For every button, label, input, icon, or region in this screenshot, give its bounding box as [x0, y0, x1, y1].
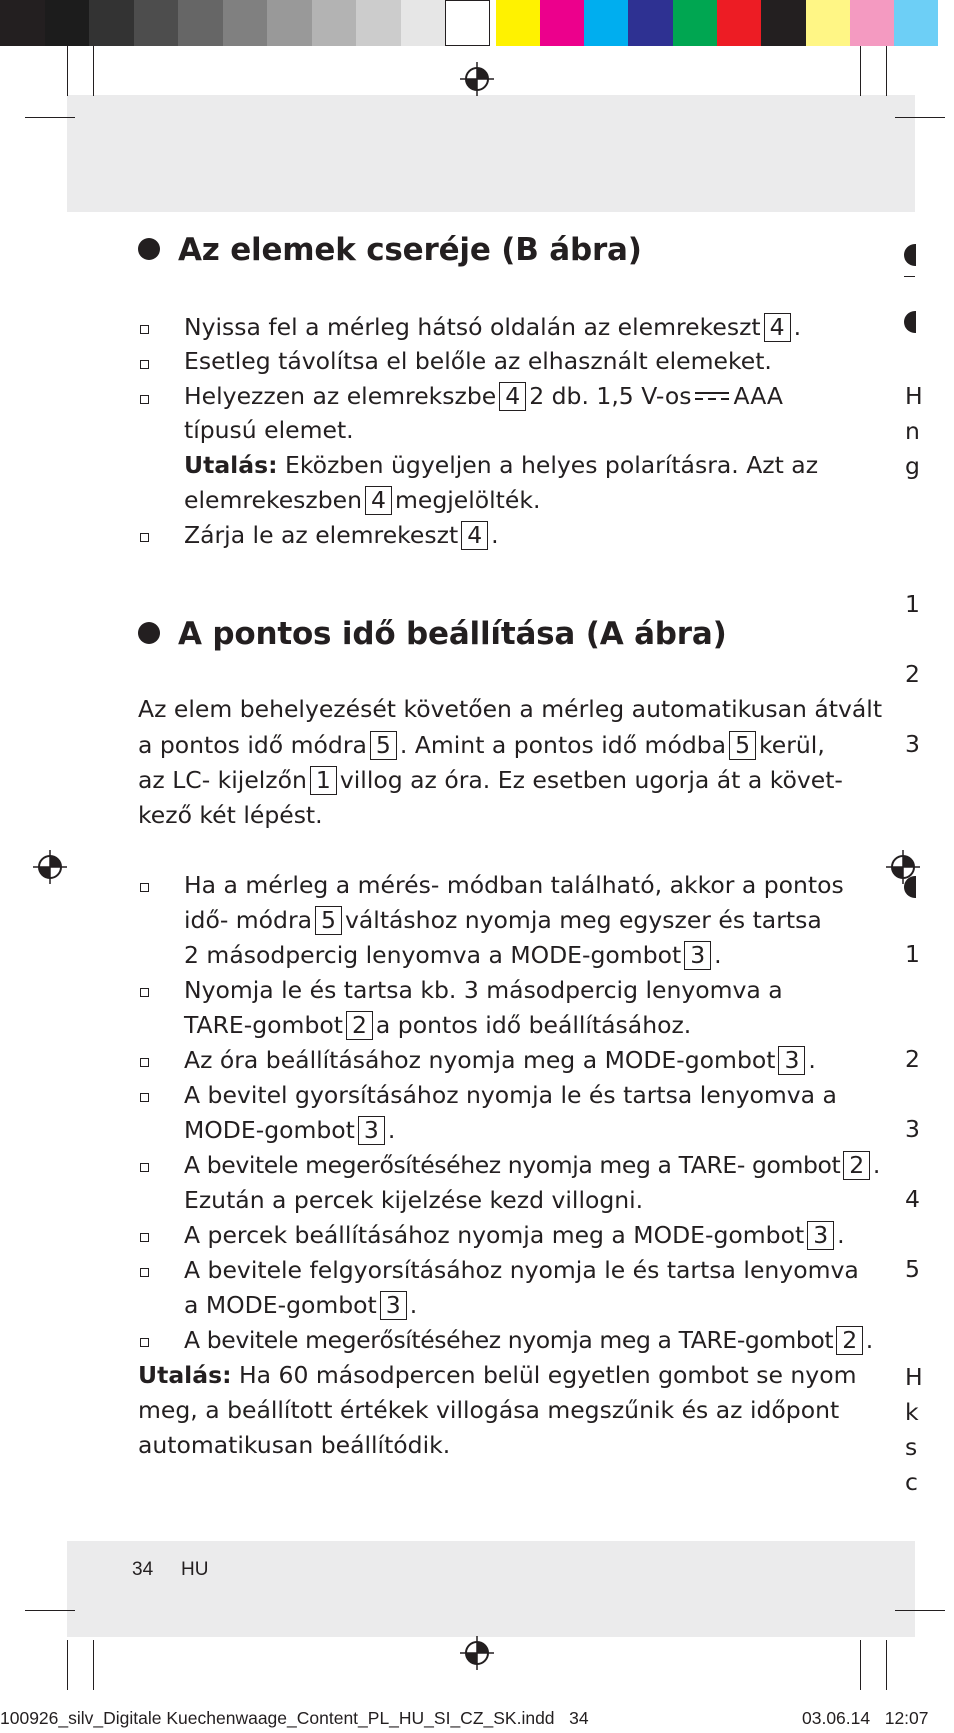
paragraph-line: az LC- kijelzőn 1 villog az óra. Ez esetben ugorja át a követ-	[138, 766, 843, 794]
ref-box: 4	[764, 313, 791, 342]
list-item: Ha a mérleg a mérés- módban található, akkor a pontos	[184, 871, 844, 899]
color-swatch	[45, 0, 90, 46]
ref-box: 5	[370, 731, 397, 760]
checkbox-bullet-icon	[140, 360, 149, 369]
bullet-dot-icon	[138, 238, 160, 260]
list-item: A bevitele megerősítéséhez nyomja meg a TARE-gombot 2 .	[184, 1326, 873, 1354]
ref-box: 3	[807, 1221, 834, 1250]
print-slug-date: 03.06.14 12:07	[802, 1708, 929, 1728]
checkbox-bullet-icon	[140, 1093, 149, 1102]
direct-current-icon	[695, 376, 729, 411]
section-heading-time: A pontos idő beállítása (A ábra)	[138, 616, 727, 652]
ref-box: 1	[310, 766, 337, 795]
next-page-fragment: c	[905, 1468, 918, 1496]
checkbox-bullet-icon	[140, 1058, 149, 1067]
crop-mark	[25, 117, 75, 118]
color-swatch	[267, 0, 312, 46]
list-item: A bevitele felgyorsításához nyomja le és tartsa lenyomva	[184, 1256, 859, 1284]
checkbox-bullet-icon	[140, 1338, 149, 1347]
color-swatch	[894, 0, 938, 46]
crop-mark	[886, 1640, 887, 1690]
ref-box: 5	[315, 906, 342, 935]
color-swatch	[628, 0, 672, 46]
next-page-fragment: 5	[905, 1255, 920, 1283]
paragraph-line: kező két lépést.	[138, 801, 323, 829]
checkbox-bullet-icon	[140, 1233, 149, 1242]
checkbox-bullet-icon	[140, 325, 149, 334]
checkbox-bullet-icon	[140, 1163, 149, 1172]
color-swatch	[540, 0, 584, 46]
next-page-rule	[904, 276, 915, 277]
crop-mark	[67, 46, 68, 96]
checkbox-bullet-icon	[140, 1268, 149, 1277]
list-item: Esetleg távolítsa el belőle az elhasznált elemeket.	[184, 347, 772, 375]
color-swatch	[89, 0, 134, 46]
crop-mark	[860, 1640, 861, 1690]
color-swatch	[312, 0, 357, 46]
ref-box: 2	[843, 1151, 870, 1180]
ref-box: 3	[684, 941, 711, 970]
note: Utalás: Eközben ügyeljen a helyes polarításra. Azt az	[184, 451, 819, 479]
next-page-fragment: k	[905, 1398, 919, 1426]
list-item: A percek beállításához nyomja meg a MODE-gombot 3 .	[184, 1221, 845, 1249]
next-page-fragment: 3	[905, 730, 920, 758]
list-item-continuation: Ezután a percek kijelzése kezd villogni.	[184, 1186, 644, 1214]
registration-mark-icon	[33, 850, 67, 884]
crop-mark	[895, 117, 945, 118]
crop-mark	[886, 46, 887, 96]
list-item: Nyissa fel a mérleg hátsó oldalán az elemrekeszt 4 .	[184, 313, 802, 341]
next-page-fragment: H	[905, 382, 923, 410]
ref-box: 4	[499, 382, 526, 411]
crop-mark	[895, 1610, 945, 1611]
paragraph-line: Az elem behelyezését követően a mérleg automatikusan átvált	[138, 695, 883, 723]
crop-mark	[93, 1640, 94, 1690]
note: Utalás: Ha 60 másodpercen belül egyetlen gombot se nyom	[138, 1361, 857, 1389]
next-page-fragment: 2	[905, 660, 920, 688]
color-swatch	[761, 0, 805, 46]
next-page-fragment: 1	[905, 590, 920, 618]
language-code: HU	[181, 1559, 209, 1580]
list-item-continuation: a MODE-gombot 3 .	[184, 1291, 418, 1319]
next-page-heading-dot-icon	[904, 244, 916, 266]
crop-mark	[93, 46, 94, 96]
color-swatch	[806, 0, 850, 46]
ref-box: 3	[380, 1291, 407, 1320]
next-page-fragment: s	[905, 1433, 918, 1461]
color-swatch	[178, 0, 223, 46]
ref-box: 5	[729, 731, 756, 760]
color-swatch	[356, 0, 401, 46]
color-swatch	[584, 0, 628, 46]
ref-box: 4	[365, 486, 392, 515]
list-item: Az óra beállításához nyomja meg a MODE-gombot 3 .	[184, 1046, 816, 1074]
ref-box: 3	[778, 1046, 805, 1075]
list-item-continuation: 2 másodpercig lenyomva a MODE-gombot 3 .	[184, 941, 722, 969]
ref-box: 3	[358, 1116, 385, 1145]
color-swatch	[401, 0, 446, 46]
list-item-continuation: idő- módra 5 váltáshoz nyomja meg egyszer és tartsa	[184, 906, 822, 934]
note: elemrekeszben 4 megjelölték.	[184, 486, 541, 514]
next-page-heading-dot-icon	[904, 311, 916, 333]
checkbox-bullet-icon	[140, 533, 149, 542]
color-swatch	[0, 0, 45, 46]
color-swatch	[496, 0, 540, 46]
list-item-continuation: TARE-gombot 2 a pontos idő beállításához.	[184, 1011, 692, 1039]
registration-mark-icon	[460, 1636, 494, 1670]
next-page-fragment: 1	[905, 940, 920, 968]
registration-mark-icon	[460, 62, 494, 96]
section-heading-battery: Az elemek cseréje (B ábra)	[138, 232, 642, 268]
color-swatch	[850, 0, 894, 46]
paragraph-line: a pontos idő módra 5 . Amint a pontos idő módba 5 kerül,	[138, 731, 825, 759]
list-item-continuation: típusú elemet.	[184, 416, 354, 444]
note: meg, a beállított értékek villogása megszűnik és az időpont	[138, 1396, 840, 1424]
list-item: Zárja le az elemrekeszt 4 .	[184, 521, 499, 549]
next-page-fragment: g	[905, 452, 920, 480]
print-slug-file: 100926_silv_Digitale Kuechenwaage_Content_PL_HU_SI_CZ_SK.indd 34	[0, 1708, 589, 1728]
color-swatch	[445, 0, 490, 46]
ref-box: 4	[461, 521, 488, 550]
color-calibration-bar	[0, 0, 954, 46]
crop-mark	[860, 46, 861, 96]
next-page-fragment: 2	[905, 1045, 920, 1073]
footer-band	[67, 1541, 915, 1637]
bullet-dot-icon	[138, 622, 160, 644]
ref-box: 2	[836, 1326, 863, 1355]
next-page-fragment: 4	[905, 1185, 920, 1213]
color-swatch	[134, 0, 179, 46]
list-item: A bevitele megerősítéséhez nyomja meg a TARE- gombot 2 .	[184, 1151, 880, 1179]
list-item: Nyomja le és tartsa kb. 3 másodpercig lenyomva a	[184, 976, 783, 1004]
note: automatikusan beállítódik.	[138, 1431, 451, 1459]
page-number: 34	[132, 1559, 154, 1580]
next-page-fragment: H	[905, 1363, 923, 1391]
list-item: A bevitel gyorsításához nyomja le és tartsa lenyomva a	[184, 1081, 837, 1109]
ref-box: 2	[346, 1011, 373, 1040]
color-swatch	[717, 0, 761, 46]
next-page-fragment: n	[905, 417, 920, 445]
checkbox-bullet-icon	[140, 883, 149, 892]
list-item: Helyezzen az elemrekszbe 4 2 db. 1,5 V-os AAA	[184, 379, 783, 415]
checkbox-bullet-icon	[140, 988, 149, 997]
list-item-continuation: MODE-gombot 3 .	[184, 1116, 396, 1144]
crop-mark	[67, 1640, 68, 1690]
next-page-heading-dot-icon	[904, 876, 916, 898]
header-band	[67, 95, 915, 212]
color-swatch	[223, 0, 268, 46]
color-swatch	[673, 0, 717, 46]
checkbox-bullet-icon	[140, 395, 149, 404]
crop-mark	[25, 1610, 75, 1611]
next-page-fragment: 3	[905, 1115, 920, 1143]
